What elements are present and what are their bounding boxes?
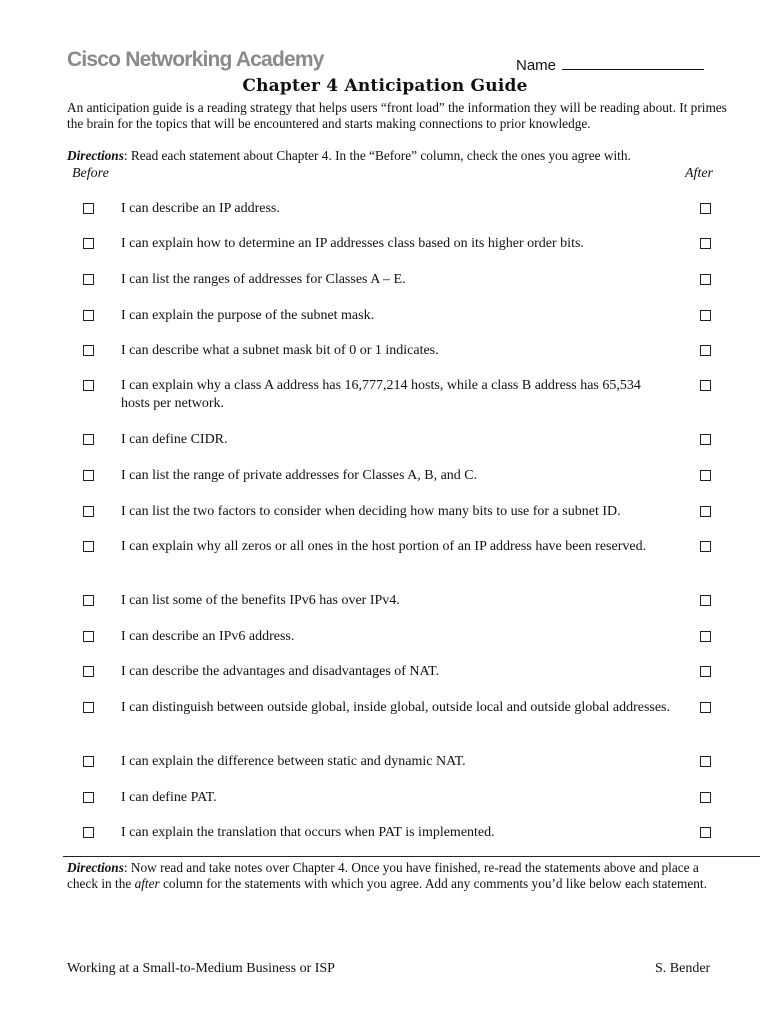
after-checkbox[interactable] (700, 702, 711, 713)
after-checkbox[interactable] (700, 756, 711, 767)
statement-text: I can define PAT. (121, 790, 217, 805)
statement-text: I can explain the translation that occurs when PAT is implemented. (121, 825, 495, 840)
section-divider (63, 856, 760, 857)
after-checkbox[interactable] (700, 666, 711, 677)
statement-text: I can distinguish between outside global, inside global, outside local and outside global addresses. (121, 700, 671, 715)
after-checkbox[interactable] (700, 310, 711, 321)
after-checkbox[interactable] (700, 470, 711, 481)
after-checkbox[interactable] (700, 595, 711, 606)
before-checkbox[interactable] (83, 203, 94, 214)
statement-text: I can list some of the benefits IPv6 has over IPv4. (121, 593, 400, 608)
statement-text: I can explain the purpose of the subnet mask. (121, 308, 375, 323)
before-checkbox[interactable] (83, 238, 94, 249)
statement-text: I can describe an IP address. (121, 201, 280, 216)
after-checkbox[interactable] (700, 541, 711, 552)
directions-after-text-2: column for the statements with which you agree. Add any comments you’d like below each statement. (159, 876, 707, 891)
statement-text: I can describe an IPv6 address. (121, 629, 295, 644)
statement-text: I can define CIDR. (121, 432, 228, 447)
before-checkbox[interactable] (83, 702, 94, 713)
before-checkbox[interactable] (83, 595, 94, 606)
after-checkbox[interactable] (700, 827, 711, 838)
before-checkbox[interactable] (83, 310, 94, 321)
statement-text: I can list the range of private addresses for Classes A, B, and C. (121, 468, 478, 483)
statement-text: I can list the ranges of addresses for Classes A – E. (121, 272, 406, 287)
after-checkbox[interactable] (700, 631, 711, 642)
after-checkbox[interactable] (700, 238, 711, 249)
before-checkbox[interactable] (83, 631, 94, 642)
after-checkbox[interactable] (700, 274, 711, 285)
before-checkbox[interactable] (83, 756, 94, 767)
before-checkbox[interactable] (83, 506, 94, 517)
page-title: Chapter 4 Anticipation Guide (242, 76, 528, 96)
before-checkbox[interactable] (83, 541, 94, 552)
after-checkbox[interactable] (700, 792, 711, 803)
statement-text: I can describe what a subnet mask bit of 0 or 1 indicates. (121, 343, 439, 358)
directions-text: : Read each statement about Chapter 4. In the “Before” column, check the ones you agree with. (123, 148, 631, 163)
statement-text: I can explain why a class A address has 16,777,214 hosts, while a class B address has 65,534 hosts per network. (121, 378, 641, 411)
after-checkbox[interactable] (700, 380, 711, 391)
before-checkbox[interactable] (83, 827, 94, 838)
statement-text: I can explain how to determine an IP addresses class based on its higher order bits. (121, 236, 584, 251)
statement-text: I can explain why all zeros or all ones in the host portion of an IP address have been reserved. (121, 539, 647, 554)
name-label: Name (516, 57, 557, 74)
directions-after-word: after (134, 876, 160, 891)
before-column-header: Before (72, 166, 109, 181)
brand-logo-text: Cisco Networking Academy (67, 48, 324, 71)
statement-text: I can list the two factors to consider when deciding how many bits to use for a subnet ID. (121, 504, 621, 519)
before-checkbox[interactable] (83, 666, 94, 677)
footer-course-title: Working at a Small-to-Medium Business or ISP (67, 961, 335, 976)
directions-after-text-1: : Now read and take notes over Chapter 4. Once you have finished, re-read the statements above and place a check in the (67, 860, 699, 891)
before-checkbox[interactable] (83, 274, 94, 285)
after-checkbox[interactable] (700, 434, 711, 445)
before-checkbox[interactable] (83, 434, 94, 445)
after-checkbox[interactable] (700, 506, 711, 517)
after-column-header: After (685, 166, 713, 181)
after-checkbox[interactable] (700, 345, 711, 356)
before-checkbox[interactable] (83, 380, 94, 391)
statement-text: I can explain the difference between static and dynamic NAT. (121, 754, 466, 769)
after-checkbox[interactable] (700, 203, 711, 214)
before-checkbox[interactable] (83, 345, 94, 356)
intro-paragraph: An anticipation guide is a reading strategy that helps users “front load” the information they will be reading about. It primes the brain for the topics that will be encountered and starts making connections to prior knowledge. (67, 100, 727, 131)
before-checkbox[interactable] (83, 792, 94, 803)
directions-after-label: Directions (67, 860, 124, 875)
directions-after-paragraph (67, 860, 733, 892)
before-checkbox[interactable] (83, 470, 94, 481)
footer-author: S. Bender (655, 961, 711, 976)
directions-label: Directions (67, 148, 124, 163)
statement-text: I can describe the advantages and disadvantages of NAT. (121, 664, 440, 679)
